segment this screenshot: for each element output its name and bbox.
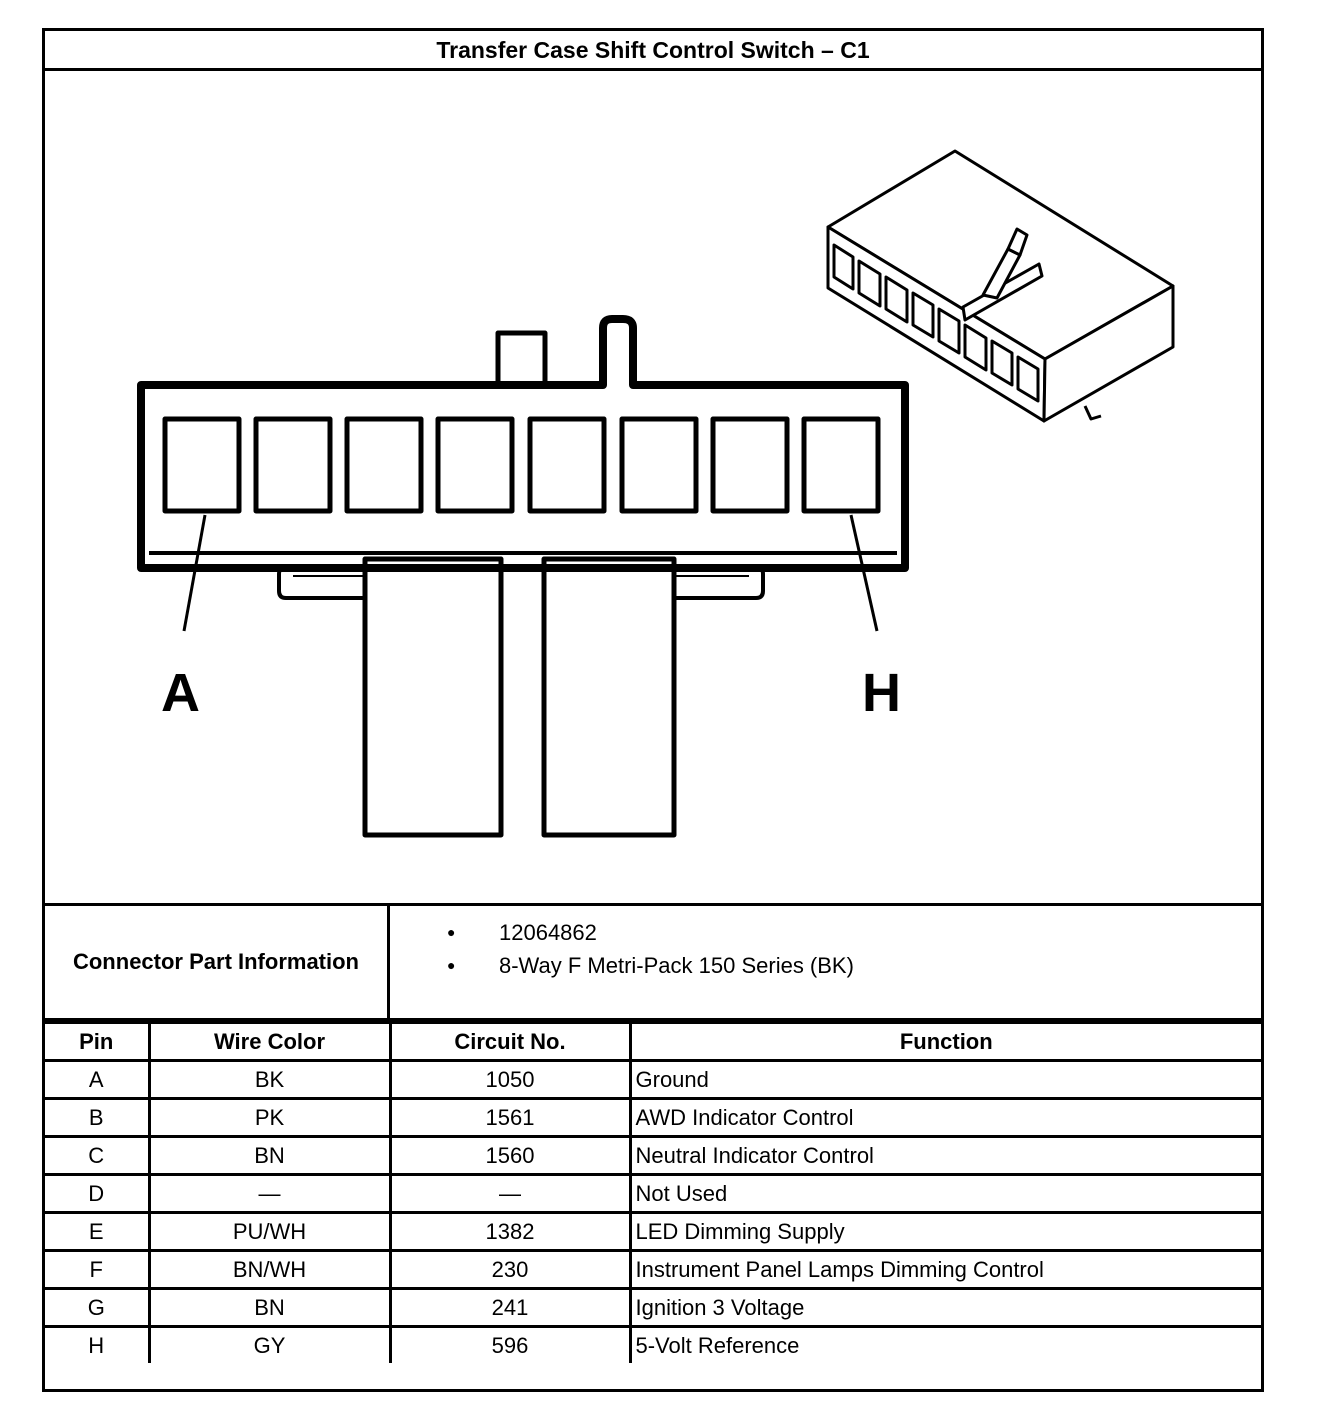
circuit-cell: 1560 bbox=[390, 1137, 630, 1175]
circuit-cell: 596 bbox=[390, 1327, 630, 1364]
table-row bbox=[45, 1289, 1261, 1327]
function-cell: LED Dimming Supply bbox=[630, 1213, 1261, 1251]
header-pin: Pin bbox=[45, 1023, 149, 1061]
table-row bbox=[45, 1137, 1261, 1175]
circuit-cell: 230 bbox=[390, 1251, 630, 1289]
connector-part-information bbox=[45, 903, 1261, 1021]
pin-cell: H bbox=[45, 1327, 149, 1364]
table-header-row bbox=[45, 1023, 1261, 1061]
pin-cell: E bbox=[45, 1213, 149, 1251]
connector-diagram bbox=[45, 71, 1261, 903]
circuit-cell: 1561 bbox=[390, 1099, 630, 1137]
wire-color-cell: BN/WH bbox=[149, 1251, 390, 1289]
table-row bbox=[45, 1251, 1261, 1289]
wire-color-cell: — bbox=[149, 1175, 390, 1213]
circuit-cell: 1050 bbox=[390, 1061, 630, 1099]
pin-cell: F bbox=[45, 1251, 149, 1289]
circuit-cell: 241 bbox=[390, 1289, 630, 1327]
pin-cell: G bbox=[45, 1289, 149, 1327]
pin-cell: A bbox=[45, 1061, 149, 1099]
function-cell: AWD Indicator Control bbox=[630, 1099, 1261, 1137]
table-row bbox=[45, 1061, 1261, 1099]
wire-color-cell: PK bbox=[149, 1099, 390, 1137]
connector-sheet bbox=[42, 28, 1264, 1392]
table-row bbox=[45, 1099, 1261, 1137]
function-cell: Neutral Indicator Control bbox=[630, 1137, 1261, 1175]
circuit-cell: — bbox=[390, 1175, 630, 1213]
wire-color-cell: BN bbox=[149, 1289, 390, 1327]
pin-cell: B bbox=[45, 1099, 149, 1137]
pin-table bbox=[45, 1021, 1261, 1363]
pin-cell: D bbox=[45, 1175, 149, 1213]
wire-color-cell: BK bbox=[149, 1061, 390, 1099]
connector-front-view bbox=[141, 319, 905, 835]
header-circuit: Circuit No. bbox=[390, 1023, 630, 1061]
wire-color-cell: PU/WH bbox=[149, 1213, 390, 1251]
pin-cell: C bbox=[45, 1137, 149, 1175]
header-function: Function bbox=[630, 1023, 1261, 1061]
table-row bbox=[45, 1327, 1261, 1364]
connector-isometric-view bbox=[828, 151, 1173, 421]
table-row bbox=[45, 1213, 1261, 1251]
function-cell: Ground bbox=[630, 1061, 1261, 1099]
function-cell: Ignition 3 Voltage bbox=[630, 1289, 1261, 1327]
part-number: ● 12064862 bbox=[447, 916, 854, 949]
pin-label-h: H bbox=[862, 663, 901, 723]
wire-color-cell: GY bbox=[149, 1327, 390, 1364]
header-wire-color: Wire Color bbox=[149, 1023, 390, 1061]
pin-label-a: A bbox=[161, 663, 200, 723]
part-info-list bbox=[447, 916, 854, 982]
table-row bbox=[45, 1175, 1261, 1213]
circuit-cell: 1382 bbox=[390, 1213, 630, 1251]
connector-description: ● 8-Way F Metri-Pack 150 Series (BK) bbox=[447, 949, 854, 982]
page-title: Transfer Case Shift Control Switch – C1 bbox=[45, 31, 1261, 71]
function-cell: 5-Volt Reference bbox=[630, 1327, 1261, 1364]
function-cell: Instrument Panel Lamps Dimming Control bbox=[630, 1251, 1261, 1289]
part-info-label: Connector Part Information bbox=[45, 906, 390, 1018]
wire-color-cell: BN bbox=[149, 1137, 390, 1175]
function-cell: Not Used bbox=[630, 1175, 1261, 1213]
